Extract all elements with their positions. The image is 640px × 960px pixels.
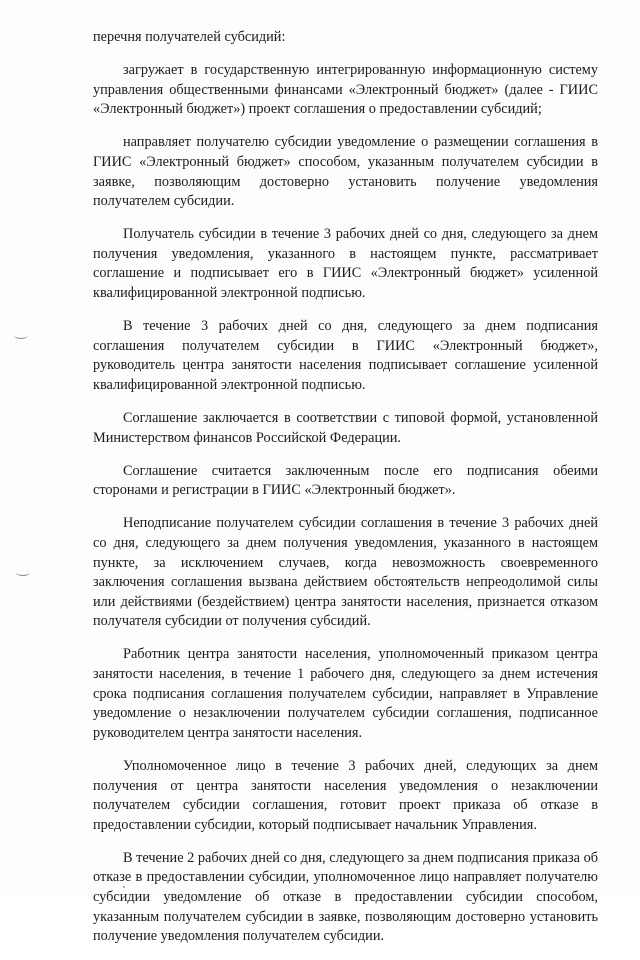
paragraph-agreement-concluded: Соглашение считается заключенным после его подписания обеими сторонами и регистрации в ГИИС «Электронный бюджет». bbox=[93, 462, 598, 499]
document-body bbox=[93, 28, 598, 960]
binder-hole-mark bbox=[16, 569, 30, 576]
binder-hole-mark bbox=[14, 332, 28, 339]
paragraph-employee-notifies: Работник центра занятости населения, уполномоченный приказом центра занятости населения, в течение 1 рабочего дня, следующего за днем истечения срока подписания соглашения получателем субсидии, направляет в Управление уведомление о незаключении получателем субсидии соглашения, подписанное руководителем центра занятости населения. bbox=[93, 646, 598, 741]
paragraph-non-signing-refusal: Неподписание получателем субсидии соглашения в течение 3 рабочих дней со дня, следующего за днем получения уведомления, указанного в настоящем пункте, за исключением случаев, когда невозможность своевременного заключения соглашения вызвана действием обстоятельств непреодолимой силы или действиями (бездействием) центра занятости населения, признается отказом получателя субсидии от получения субсидий. bbox=[93, 515, 598, 630]
paragraph-refusal-notification: В течение 2 рабочих дней со дня, следующего за днем подписания приказа об отказе в предоставлении субсидии, уполномоченное лицо направляет получателю субсидии уведомление об отказе в предоставлении субсидии способом, указанным получателем субсидии в заявке, позволяющим достоверно установить получение уведомления получателем субсидии. bbox=[93, 849, 598, 945]
paragraph-director-signs: В течение 3 рабочих дней со дня, следующего за днем подписания соглашения получателем субсидии в ГИИС «Электронный бюджет», руководитель центра занятости населения подписывает соглашение усиленной квалифицированной электронной подписью. bbox=[93, 318, 598, 393]
paragraph-upload-to-giis: загружает в государственную интегрированную информационную систему управления общественными финансами «Электронный бюджет» (далее - ГИИС «Электронный бюджет») проект соглашения о предоставлении субсидий; bbox=[93, 62, 598, 118]
paragraph-refusal-order: Уполномоченное лицо в течение 3 рабочих дней, следующих за днем получения от центра занятости населения уведомления о незаключении получателем субсидии соглашения, готовит проект приказа об отказе в предоставлении субсидии, который подписывает начальник Управления. bbox=[93, 757, 598, 833]
paragraph-continuation: перечня получателей субсидий: bbox=[93, 29, 286, 45]
scan-speck bbox=[123, 886, 125, 888]
paragraph-send-notification: направляет получателю субсидии уведомление о размещении соглашения в ГИИС «Электронный бюджет» способом, указанным получателем субсидии в заявке, позволяющим достоверно установить получение уведомления получателем субсидии. bbox=[93, 134, 598, 210]
paragraph-recipient-signs: Получатель субсидии в течение 3 рабочих дней со дня, следующего за днем получения уведомления, указанного в настоящем пункте, рассматривает соглашение и подписывает его в ГИИС «Электронный бюджет» усиленной квалифицированной электронной подписью. bbox=[93, 226, 598, 302]
paragraph-standard-form: Соглашение заключается в соответствии с типовой формой, установленной Министерством финансов Российской Федерации. bbox=[93, 410, 598, 446]
